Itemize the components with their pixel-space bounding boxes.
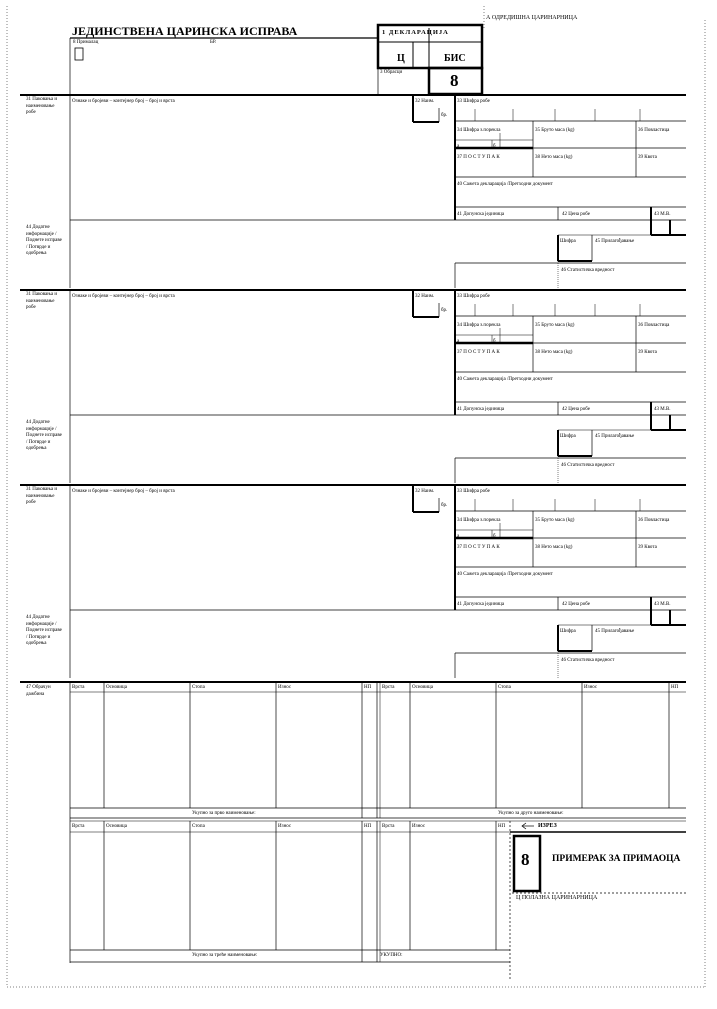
c-letter: Ц bbox=[397, 53, 405, 64]
band1-supp-units-label: 41 Допунска јединица bbox=[457, 212, 505, 217]
band1-quota-label: 39 Квота bbox=[638, 155, 657, 160]
destination-office-label: А ОДРЕДИШНА ЦАРИНАРНИЦА bbox=[486, 15, 578, 21]
band2-mv-label: 43 М.В. bbox=[654, 407, 671, 412]
copy-number-box: 8 bbox=[521, 850, 530, 869]
band3-adjustment-label: 45 Прилагођавање bbox=[595, 629, 635, 634]
band2-summary-label: 40 Сажета декларација /Претходни документ bbox=[457, 377, 553, 382]
band1-item-no-label: бр. bbox=[441, 113, 448, 118]
band2-commodity-code-label: 33 Шифра робе bbox=[457, 294, 490, 299]
band3-b-label: б bbox=[493, 534, 496, 539]
band2-quota-label: 39 Квота bbox=[638, 350, 657, 355]
band2-a-label: а bbox=[457, 339, 460, 344]
bis-label: БИС bbox=[444, 53, 466, 64]
forms-label: 3 Обрасци bbox=[380, 70, 403, 75]
departure-office-label: Ц ПОЛАЗНА ЦАРИНАРНИЦА bbox=[516, 895, 598, 901]
band3-procedure-label: 37 П О С Т У П А К bbox=[457, 545, 500, 550]
form-title: ЈЕДИНСТВЕНА ЦАРИНСКА ИСПРАВА bbox=[72, 24, 298, 38]
band1-additional-info-label: 44 Додатне информације / Поднете исправе / Потврде и одобрења bbox=[26, 225, 62, 256]
band3-item-label: 32 Наим. bbox=[415, 489, 435, 494]
band2-supp-units-label: 41 Допунска јединица bbox=[457, 407, 505, 412]
band1-net-mass-label: 38 Нето маса (kg) bbox=[535, 155, 573, 160]
band1-item-label: 32 Наим. bbox=[415, 99, 435, 104]
fee-rate-2: Стопа bbox=[498, 685, 511, 690]
band2-procedure-label: 37 П О С Т У П А К bbox=[457, 350, 500, 355]
copy-title: ПРИМЕРАК ЗА ПРИМАОЦА bbox=[552, 854, 681, 864]
band1-marks-label: Ознаке и бројеви – контејнер број – број и врста bbox=[72, 99, 175, 104]
band3-supp-units-label: 41 Допунска јединица bbox=[457, 602, 505, 607]
fee-amount-1: Износ bbox=[278, 685, 292, 690]
band2-code-label: Шифра bbox=[560, 434, 576, 439]
band2-origin-country-label: 34 Шифра з.порекла bbox=[457, 323, 501, 328]
total-first-label: Укупно за прво наименовање: bbox=[192, 811, 256, 816]
band3-mv-label: 43 М.В. bbox=[654, 602, 671, 607]
band2-item-price-label: 42 Цена робе bbox=[562, 407, 590, 412]
total-third-label: Укупно за треће наименовање: bbox=[192, 953, 258, 958]
band1-summary-label: 40 Сажета декларација /Претходни документ bbox=[457, 182, 553, 187]
band2-preference-label: 36 Повластица bbox=[638, 323, 670, 328]
band2-additional-info-label: 44 Додатне информације / Поднете исправе / Потврде и одобрења bbox=[26, 420, 62, 451]
band1-item-price-label: 42 Цена робе bbox=[562, 212, 590, 217]
copy-number: 8 bbox=[450, 71, 459, 90]
band2-net-mass-label: 38 Нето маса (kg) bbox=[535, 350, 573, 355]
band2-marks-label: Ознаке и бројеви – контејнер број – број и врста bbox=[72, 294, 175, 299]
fee-base-2: Основица bbox=[412, 685, 433, 690]
fee-type-3: Врста bbox=[72, 824, 85, 829]
band1-b-label: б bbox=[493, 144, 496, 149]
fee-amount-3: Износ bbox=[278, 824, 292, 829]
fee-np-3: НП bbox=[364, 824, 372, 829]
fee-base-3: Основица bbox=[106, 824, 127, 829]
band3-net-mass-label: 38 Нето маса (kg) bbox=[535, 545, 573, 550]
fee-type-2: Врста bbox=[382, 685, 395, 690]
band2-gross-mass-label: 35 Бруто маса (kg) bbox=[535, 323, 575, 328]
band2-statistical-value-label: 46 Статистичка вредност bbox=[561, 463, 615, 468]
band1-a-label: а bbox=[457, 144, 460, 149]
number-label: БР. bbox=[210, 40, 217, 45]
fee-amount-2: Износ bbox=[584, 685, 598, 690]
declaration-label: 1 ДЕКЛАРАЦИЈА bbox=[382, 29, 449, 36]
fee-rate-1: Стопа bbox=[192, 685, 205, 690]
band3-item-no-label: бр. bbox=[441, 503, 448, 508]
band2-packages-label: 31 Паковања и наименовање робе bbox=[26, 292, 58, 310]
band3-marks-label: Ознаке и бројеви – контејнер број – број и врста bbox=[72, 489, 175, 494]
band1-mv-label: 43 М.В. bbox=[654, 212, 671, 217]
band3-additional-info-label: 44 Додатне информације / Поднете исправе / Потврде и одобрења bbox=[26, 615, 62, 646]
fee-base-1: Основица bbox=[106, 685, 127, 690]
band2-adjustment-label: 45 Прилагођавање bbox=[595, 434, 635, 439]
band1-preference-label: 36 Повластица bbox=[638, 128, 670, 133]
fee-rate-3: Стопа bbox=[192, 824, 205, 829]
band3-gross-mass-label: 35 Бруто маса (kg) bbox=[535, 518, 575, 523]
fees-label: 47 Обрачун дажбина bbox=[26, 685, 51, 697]
total-second-label: Укупно за друго наименовање: bbox=[498, 811, 564, 816]
band3-summary-label: 40 Сажета декларација /Претходни документ bbox=[457, 572, 553, 577]
band1-code-label: Шифра bbox=[560, 239, 576, 244]
band1-procedure-label: 37 П О С Т У П А К bbox=[457, 155, 500, 160]
band1-commodity-code-label: 33 Шифра робе bbox=[457, 99, 490, 104]
grand-total-label: УКУПНО: bbox=[380, 953, 403, 958]
band2-item-no-label: бр. bbox=[441, 308, 448, 313]
band1-packages-label: 31 Паковања и наименовање робе bbox=[26, 97, 58, 115]
band3-commodity-code-label: 33 Шифра робе bbox=[457, 489, 490, 494]
band3-item-price-label: 42 Цена робе bbox=[562, 602, 590, 607]
cut-here-label: ИЗРЕЗ bbox=[538, 823, 557, 829]
band3-preference-label: 36 Повластица bbox=[638, 518, 670, 523]
band1-adjustment-label: 45 Прилагођавање bbox=[595, 239, 635, 244]
band3-code-label: Шифра bbox=[560, 629, 576, 634]
fee-np-2: НП bbox=[671, 685, 679, 690]
fee-np-4: НП bbox=[498, 824, 506, 829]
fee-np-1: НП bbox=[364, 685, 372, 690]
band3-quota-label: 39 Квота bbox=[638, 545, 657, 550]
fee-type-4: Врста bbox=[382, 824, 395, 829]
band3-a-label: а bbox=[457, 534, 460, 539]
band2-b-label: б bbox=[493, 339, 496, 344]
band2-item-label: 32 Наим. bbox=[415, 294, 435, 299]
band1-gross-mass-label: 35 Бруто маса (kg) bbox=[535, 128, 575, 133]
fee-amount-4: Износ bbox=[412, 824, 426, 829]
band1-statistical-value-label: 46 Статистичка вредност bbox=[561, 268, 615, 273]
recipient-label: 8 Прималац bbox=[73, 40, 99, 45]
band3-statistical-value-label: 46 Статистичка вредност bbox=[561, 658, 615, 663]
band3-origin-country-label: 34 Шифра з.порекла bbox=[457, 518, 501, 523]
fee-type-1: Врста bbox=[72, 685, 85, 690]
band3-packages-label: 31 Паковања и наименовање робе bbox=[26, 487, 58, 505]
band1-origin-country-label: 34 Шифра з.порекла bbox=[457, 128, 501, 133]
